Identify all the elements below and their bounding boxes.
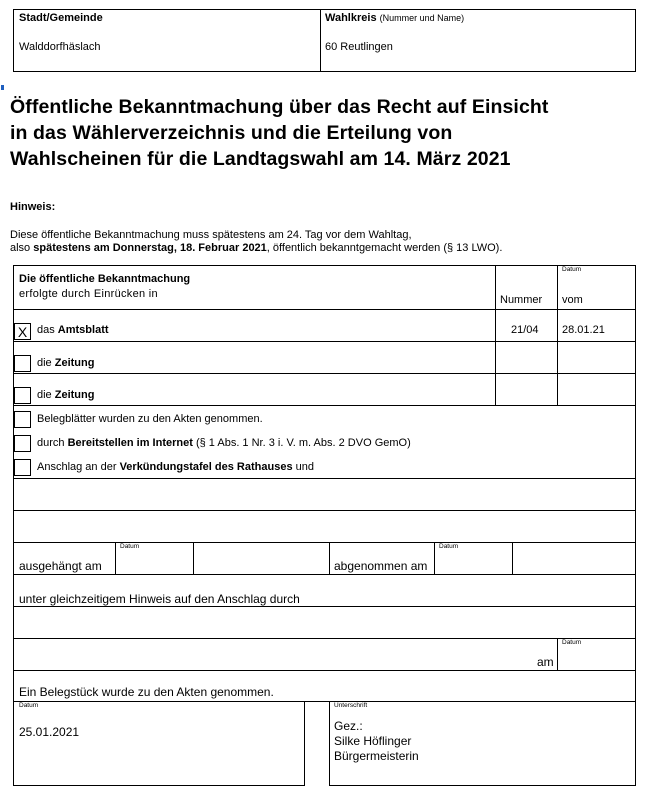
district-label: Wahlkreis	[325, 12, 377, 24]
row-prefix: die	[37, 389, 55, 401]
posted-label: ausgehängt am	[19, 559, 102, 573]
option-board-bold: Verkündungstafel des Rathauses	[119, 461, 293, 473]
col-line	[115, 542, 116, 574]
margin-mark	[1, 85, 4, 90]
row-line	[13, 670, 636, 671]
municipality-value: Walddorfhäslach	[19, 41, 101, 53]
checkbox-internet[interactable]	[14, 435, 31, 452]
row-line	[13, 341, 636, 342]
row-label	[37, 324, 109, 336]
form-head: Die öffentliche Bekanntmachung	[19, 273, 191, 285]
col-line	[434, 542, 435, 574]
removed-date-small: Datum	[439, 543, 459, 550]
option-board-suffix: und	[292, 461, 314, 473]
row-prefix: die	[37, 357, 55, 369]
am-date-small: Datum	[562, 639, 582, 646]
row-line	[13, 638, 636, 639]
header-divider	[320, 9, 321, 72]
district-note: (Nummer und Name)	[379, 13, 465, 23]
option-internet-prefix: durch	[37, 437, 68, 449]
signature-line-2: Silke Höflinger	[334, 734, 412, 748]
notice-line-2	[10, 242, 502, 254]
signature-label: Unterschrift	[334, 702, 368, 709]
checkbox-zeitung-1[interactable]	[14, 355, 31, 372]
col-from-label: vom	[562, 294, 583, 306]
page-title	[10, 94, 640, 172]
row-line	[13, 405, 636, 406]
checkbox-files[interactable]	[14, 411, 31, 428]
simultaneous-label: unter gleichzeitigem Hinweis auf den Anschlag durch	[19, 592, 300, 606]
am-label: am	[537, 655, 554, 669]
notice-line-2-suffix: , öffentlich bekanntgemacht werden (§ 13 LWO).	[266, 242, 503, 254]
col-line	[557, 265, 558, 405]
option-internet-suffix: (§ 1 Abs. 1 Nr. 3 i. V. m. Abs. 2 DVO GemO)	[192, 437, 411, 449]
notice-deadline: spätestens am Donnerstag, 18. Februar 2021	[33, 242, 267, 254]
option-internet-bold: Bereitstellen im Internet	[67, 437, 193, 449]
col-line	[329, 542, 330, 574]
row-prefix: das	[37, 324, 58, 336]
row-line	[13, 373, 636, 374]
row-line	[13, 309, 636, 310]
district-value: 60 Reutlingen	[325, 41, 393, 53]
col-line	[495, 265, 496, 405]
row-label	[37, 357, 94, 369]
notice-line-2-prefix: also	[10, 242, 34, 254]
col-line	[329, 701, 330, 786]
row-number: 21/04	[511, 324, 539, 336]
posted-date-small: Datum	[120, 543, 140, 550]
notice-line-1: Diese öffentliche Bekanntmachung muss spätestens am 24. Tag vor dem Wahltag,	[10, 229, 412, 241]
signature-gap-bottom	[305, 784, 329, 788]
title-line-2: in das Wählerverzeichnis und die Erteilung von	[10, 122, 453, 144]
option-internet	[37, 437, 411, 449]
checkbox-zeitung-2[interactable]	[14, 387, 31, 404]
col-line	[193, 542, 194, 574]
title-line-3: Wahlscheinen für die Landtagswahl am 14. März 2021	[10, 148, 511, 170]
removed-label: abgenommen am	[334, 559, 428, 573]
col-date-small: Datum	[562, 266, 582, 273]
row-bold: Zeitung	[54, 389, 95, 401]
sign-date-label: Datum	[19, 702, 39, 709]
row-date: 28.01.21	[562, 324, 605, 336]
col-line	[512, 542, 513, 574]
checkbox-board[interactable]	[14, 459, 31, 476]
title-line-1: Öffentliche Bekanntmachung über das Recht auf Einsicht	[10, 96, 549, 118]
form-head-sub: erfolgte durch Einrücken in	[19, 288, 158, 300]
municipality-label: Stadt/Gemeinde	[19, 12, 103, 24]
col-line	[557, 638, 558, 670]
row-label	[37, 389, 94, 401]
col-number-label: Nummer	[500, 294, 543, 306]
signature-line-3: Bürgermeisterin	[334, 749, 419, 763]
row-line	[13, 510, 636, 511]
district-label-line	[325, 12, 464, 24]
sign-date-value: 25.01.2021	[19, 725, 80, 739]
copy-filed: Ein Belegstück wurde zu den Akten genommen.	[19, 685, 274, 699]
option-board	[37, 461, 314, 473]
option-board-prefix: Anschlag an der	[37, 461, 120, 473]
checkbox-amtsblatt[interactable]: X	[14, 323, 31, 340]
row-bold: Amtsblatt	[57, 324, 109, 336]
row-line	[13, 574, 636, 575]
signature-line-1: Gez.:	[334, 719, 363, 733]
option-files: Belegblätter wurden zu den Akten genommen.	[37, 413, 263, 425]
row-bold: Zeitung	[54, 357, 95, 369]
signature-gap	[305, 702, 329, 786]
row-line	[13, 542, 636, 543]
row-line	[13, 478, 636, 479]
notice-label: Hinweis:	[10, 201, 56, 213]
row-line	[13, 606, 636, 607]
